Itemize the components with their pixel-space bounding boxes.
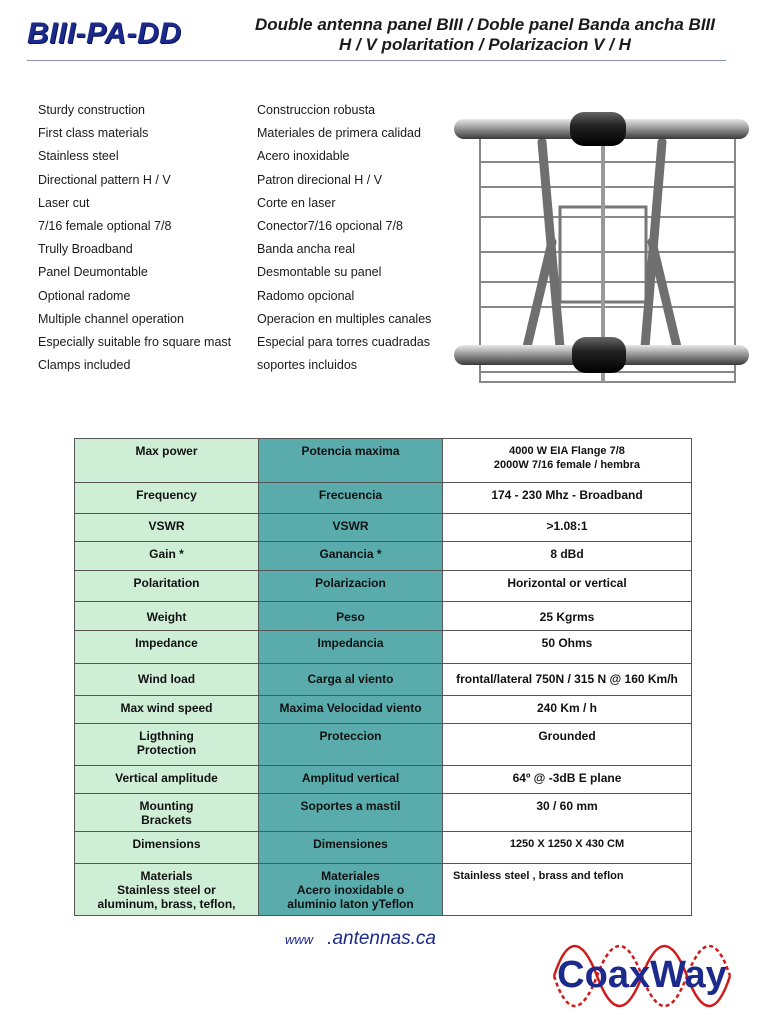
- website-link[interactable]: [285, 928, 436, 950]
- table-row: [75, 832, 692, 864]
- feature-item: Conector7/16 opcional 7/8: [257, 218, 403, 233]
- spec-label-en: Vertical amplitude: [75, 766, 259, 794]
- spec-value: Stainless steel , brass and teflon: [443, 864, 692, 916]
- spec-value: 1250 X 1250 X 430 CM: [443, 832, 692, 864]
- feature-item: Optional radome: [38, 288, 131, 303]
- spec-label-es: Peso: [259, 602, 443, 631]
- feature-item: soportes incluidos: [257, 358, 358, 373]
- spec-value: 30 / 60 mm: [443, 794, 692, 832]
- spec-label-es: Proteccion: [259, 724, 443, 766]
- spec-label-en: Impedance: [75, 631, 259, 664]
- table-row: [75, 696, 692, 724]
- table-row: [75, 571, 692, 602]
- spec-label-es: Materiales Acero inoxidable o aluminio laton yTeflon: [259, 864, 443, 916]
- spec-label-en: Wind load: [75, 664, 259, 696]
- feature-item: Stainless steel: [38, 149, 119, 164]
- spec-value: >1.08:1: [443, 514, 692, 542]
- spec-label-es: Amplitud vertical: [259, 766, 443, 794]
- features-english: [38, 103, 231, 381]
- spec-label-en: Ligthning Protection: [75, 724, 259, 766]
- feature-item: Banda ancha real: [257, 242, 355, 257]
- page-title-line-1: Double antenna panel BIII / Doble panel Banda ancha BIII: [254, 15, 716, 34]
- spec-value: 25 Kgrms: [443, 602, 692, 631]
- header-divider: [27, 60, 726, 61]
- specifications-table: [74, 438, 692, 916]
- spec-label-en: Polaritation: [75, 571, 259, 602]
- feature-item: First class materials: [38, 126, 149, 141]
- feature-item: Operacion en multiples canales: [257, 311, 432, 326]
- spec-label-en: Mounting Brackets: [75, 794, 259, 832]
- features-spanish: [257, 103, 431, 381]
- spec-label-en: Gain *: [75, 542, 259, 571]
- spec-label-en: Max power: [75, 439, 259, 483]
- spec-label-en: VSWR: [75, 514, 259, 542]
- table-row: [75, 794, 692, 832]
- feature-item: Trully Broadband: [38, 242, 133, 257]
- coaxway-logo: [552, 936, 732, 1016]
- website-domain: .antennas.ca: [327, 928, 436, 949]
- table-row: [75, 542, 692, 571]
- spec-label-es: Soportes a mastil: [259, 794, 443, 832]
- feature-item: Patron direcional H / V: [257, 172, 383, 187]
- spec-label-es: VSWR: [259, 514, 443, 542]
- product-code: BIII-PA-DD: [27, 17, 182, 50]
- table-row: [75, 664, 692, 696]
- spec-value: 4000 W EIA Flange 7/8 2000W 7/16 female / hembra: [443, 439, 692, 483]
- spec-value: frontal/lateral 750N / 315 N @ 160 Km/h: [443, 664, 692, 696]
- table-row: [75, 724, 692, 766]
- table-row: [75, 439, 692, 483]
- feature-item: Materiales de primera calidad: [257, 126, 421, 141]
- spec-label-es: Maxima Velocidad viento: [259, 696, 443, 724]
- feature-item: Especial para torres cuadradas: [257, 334, 431, 349]
- spec-value: 174 - 230 Mhz - Broadband: [443, 483, 692, 514]
- feature-item: Multiple channel operation: [38, 311, 184, 326]
- spec-value: 64º @ -3dB E plane: [443, 766, 692, 794]
- spec-value: 240 Km / h: [443, 696, 692, 724]
- page-title-line-2: H / V polaritation / Polarizacion V / H: [339, 35, 631, 54]
- feature-item: Corte en laser: [257, 195, 336, 210]
- table-row: [75, 483, 692, 514]
- spec-label-en: Max wind speed: [75, 696, 259, 724]
- feature-item: Clamps included: [38, 358, 131, 373]
- feature-item: 7/16 female optional 7/8: [38, 218, 172, 233]
- spec-label-es: Impedancia: [259, 631, 443, 664]
- spec-label-es: Carga al viento: [259, 664, 443, 696]
- spec-label-es: Dimensiones: [259, 832, 443, 864]
- table-row: [75, 631, 692, 664]
- spec-label-es: Potencia maxima: [259, 439, 443, 483]
- table-row: [75, 766, 692, 794]
- antenna-photo: [452, 92, 752, 388]
- feature-item: Especially suitable fro square mast: [38, 334, 232, 349]
- feature-item: Sturdy construction: [38, 103, 145, 117]
- spec-value: 8 dBd: [443, 542, 692, 571]
- spec-label-es: Frecuencia: [259, 483, 443, 514]
- feature-item: Radomo opcional: [257, 288, 355, 303]
- website-www: www: [285, 932, 314, 947]
- feature-item: Panel Deumontable: [38, 265, 148, 280]
- spec-label-es: Polarizacion: [259, 571, 443, 602]
- feature-item: Laser cut: [38, 195, 90, 210]
- spec-label-en: Weight: [75, 602, 259, 631]
- spec-label-es: Ganancia *: [259, 542, 443, 571]
- table-row: [75, 602, 692, 631]
- logo-text: CoaxWay: [557, 954, 727, 996]
- feature-item: Desmontable su panel: [257, 265, 382, 280]
- table-row: [75, 864, 692, 916]
- feature-item: Acero inoxidable: [257, 149, 350, 164]
- spec-label-en: Dimensions: [75, 832, 259, 864]
- spec-label-en: Materials Stainless steel or aluminum, brass, teflon,: [75, 864, 259, 916]
- spec-value: Horizontal or vertical: [443, 571, 692, 602]
- spec-value: Grounded: [443, 724, 692, 766]
- spec-value: 50 Ohms: [443, 631, 692, 664]
- spec-label-en: Frequency: [75, 483, 259, 514]
- table-row: [75, 514, 692, 542]
- feature-item: Directional pattern H / V: [38, 172, 171, 187]
- feature-item: Construccion robusta: [257, 103, 376, 117]
